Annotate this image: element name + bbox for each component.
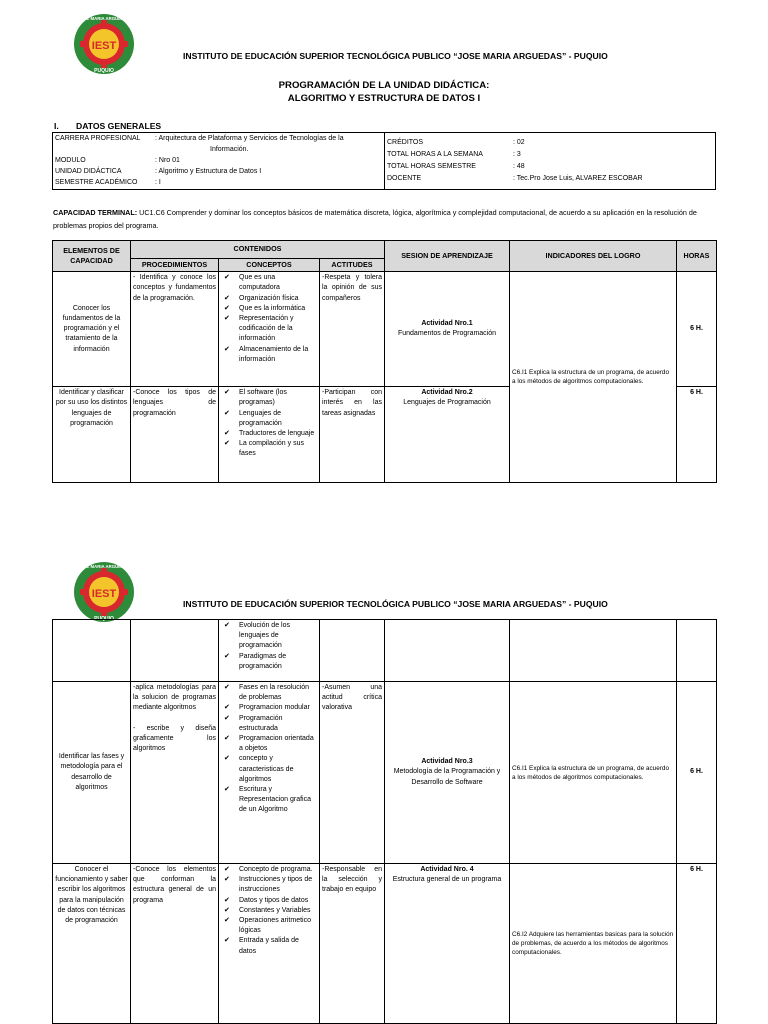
horas-semana-label: TOTAL HORAS A LA SEMANA — [387, 151, 483, 158]
actividad-label: Actividad Nro.2 — [421, 389, 473, 397]
header-conceptos: CONCEPTOS — [219, 259, 320, 272]
logo-top-text: JOSE MARIA ARGUEDAS — [77, 564, 131, 569]
list-item: ✔ Operaciones aritmetico lógicas — [221, 916, 317, 936]
list-item: ✔ Representación y codificación de la información — [221, 314, 317, 345]
header-elementos: ELEMENTOS DE CAPACIDAD — [53, 241, 131, 272]
horas-cell: 6 H. — [677, 864, 717, 1024]
carrera-value-cont: Información. — [210, 146, 249, 153]
conceptos-cell — [219, 387, 320, 483]
document-page-1 — [0, 0, 768, 500]
indicador-cell: C6.I1 Explica la estructura de un programa, de acuerdo a los métodos de algoritmos computacionales. — [510, 272, 677, 483]
elemento-cell: Conocer los fundamentos de la programación y el tratamiento de la información — [53, 272, 131, 387]
section-heading — [54, 121, 161, 131]
list-item: ✔ La compilación y sus fases — [221, 439, 317, 459]
header-indicadores: INDICADORES DEL LOGRO — [510, 241, 677, 272]
docente-value: : Tec.Pro Jose Luis, ALVAREZ ESCOBAR — [513, 175, 643, 182]
list-item: ✔ Programación estructurada — [221, 714, 317, 734]
list-item: ✔ Programacion modular — [221, 703, 317, 713]
datos-generales-box — [52, 132, 716, 190]
carrera-value: : Arquitectura de Plataforma y Servicios de Tecnologías de la — [155, 135, 344, 142]
header-sesion: SESION DE APRENDIZAJE — [385, 241, 510, 272]
logo-top-text: JOSE MARIA ARGUEDAS — [77, 16, 131, 21]
header-horas: HORAS — [677, 241, 717, 272]
list-item: ✔ Entrada y salida de datos — [221, 936, 317, 956]
institution-name: INSTITUTO DE EDUCACIÓN SUPERIOR TECNOLÓGICA PUBLICO “JOSE MARIA ARGUEDAS” - PUQUIO — [183, 599, 608, 609]
table-row — [53, 272, 717, 387]
capacidad-label: CAPACIDAD TERMINAL: — [53, 208, 138, 217]
sesion-title: Estructura general de un programa — [392, 876, 502, 884]
list-item: ✔ Concepto de programa. — [221, 865, 317, 875]
procedimiento-text: -aplica metodologías para la solucion de programas mediante algoritmos — [133, 684, 216, 712]
horas-semana-value: : 3 — [513, 151, 521, 158]
list-item: ✔ Que es una computadora — [221, 273, 317, 293]
list-item: ✔ Almacenamiento de la información — [221, 345, 317, 365]
conceptos-cell — [219, 272, 320, 387]
sesion-cell — [385, 272, 510, 387]
procedimiento-cell: - Identifica y conoce los conceptos y fundamentos de la programación. — [131, 272, 219, 387]
document-page-2 — [0, 548, 768, 1024]
section-number: I. — [54, 121, 59, 131]
sesion-title: Lenguajes de Programación — [403, 399, 491, 407]
list-item: ✔ Lenguajes de programación — [221, 409, 317, 429]
carrera-label: CARRERA PROFESIONAL — [55, 135, 141, 142]
indicador-cell: C6.I2 Adquiere las herramientas basicas para la solución de problemas, de acuerdo a los métodos de algoritmos computacionales. — [510, 864, 677, 1024]
sesion-cell — [385, 682, 510, 864]
horas-cell: 6 H. — [677, 387, 717, 483]
capacidad-text: UC1.C6 Comprender y dominar los conceptos básicos de matemática discreta, lógica, algorítmica y complejidad computacional, de acuerdo a su aplicación en la resolución de problemas propios del programa. — [53, 208, 697, 230]
modulo-value: : Nro 01 — [155, 157, 180, 164]
procedimiento-cell: -Conoce los tipos de lenguajes de programación — [131, 387, 219, 483]
actitud-cell: -Participan con interés en las tareas asignadas — [320, 387, 385, 483]
procedimiento-cell: -Conoce los elementos que conforman la estructura general de un programa — [131, 864, 219, 1024]
horas-cell: 6 H. — [677, 272, 717, 387]
list-item: ✔ Fases en la resolución de problemas — [221, 683, 317, 703]
logo-center-text: IEST — [91, 40, 117, 52]
actitud-cell: -Responsable en la selección y trabajo en equipo — [320, 864, 385, 1024]
institution-logo — [72, 12, 136, 76]
creditos-value: : 02 — [513, 139, 525, 146]
institution-logo — [72, 560, 136, 624]
logo-bottom-text: PUQUIO — [94, 68, 114, 74]
unidad-value: : Algoritmo y Estructura de Datos I — [155, 168, 262, 175]
list-item: ✔ Datos y tipos de datos — [221, 896, 317, 906]
document-title-line2: ALGORITMO Y ESTRUCTURA DE DATOS I — [287, 93, 481, 104]
list-item: ✔ Que es la informática — [221, 304, 317, 314]
horas-cell: 6 H. — [677, 682, 717, 864]
elemento-cell: Conocer el funcionamiento y saber escribir los algoritmos para la manipulación de datos con técnicas de programación — [53, 864, 131, 1024]
institution-name: INSTITUTO DE EDUCACIÓN SUPERIOR TECNOLÓGICA PUBLICO “JOSE MARIA ARGUEDAS” - PUQUIO — [183, 51, 608, 61]
header-contenidos: CONTENIDOS — [131, 241, 385, 259]
unidad-label: UNIDAD DIDÁCTICA — [55, 168, 122, 175]
list-item: ✔ Evolución de los lenguajes de programación — [221, 621, 317, 652]
header-procedimientos: PROCEDIMIENTOS — [131, 259, 219, 272]
table-row — [53, 864, 717, 1024]
list-item: ✔ Escritura y Representacion grafica de un Algoritmo — [221, 785, 317, 816]
list-item: ✔ Programacion orientada a objetos — [221, 734, 317, 754]
horas-semestre-value: : 48 — [513, 163, 525, 170]
modulo-label: MODULO — [55, 157, 86, 164]
indicador-cell: C6.I1 Explica la estructura de un programa, de acuerdo a los métodos de algoritmos computacionales. — [510, 682, 677, 864]
actitud-cell: -Asumen una actitud crítica valorativa — [320, 682, 385, 864]
actividad-label: Actividad Nro.3 — [421, 758, 473, 766]
docente-label: DOCENTE — [387, 175, 422, 182]
procedimiento-text: - escribe y diseña graficamente los algoritmos — [133, 724, 216, 753]
semestre-label: SEMESTRE ACADÉMICO — [55, 179, 138, 186]
elemento-cell: Identificar las fases y metodología para el desarrollo de algoritmos — [53, 682, 131, 864]
contenidos-table — [52, 240, 717, 483]
actividad-label: Actividad Nro.1 — [421, 320, 473, 327]
procedimiento-cell — [131, 682, 219, 864]
list-item: ✔ Organización física — [221, 294, 317, 304]
header-actitudes: ACTITUDES — [320, 259, 385, 272]
contenidos-table-continued — [52, 619, 717, 1024]
sesion-cell — [385, 387, 510, 483]
conceptos-cell — [219, 864, 320, 1024]
capacidad-terminal — [53, 206, 717, 232]
creditos-label: CRÉDITOS — [387, 139, 424, 146]
list-item: ✔ Paradigmas de programación — [221, 652, 317, 672]
list-item: ✔ Traductores de lenguaje — [221, 429, 317, 439]
logo-bottom-text: PUQUIO — [94, 616, 114, 622]
table-row — [53, 682, 717, 864]
table-row — [53, 620, 717, 682]
section-label: DATOS GENERALES — [76, 121, 162, 131]
document-title-line1: PROGRAMACIÓN DE LA UNIDAD DIDÁCTICA: — [278, 80, 490, 91]
list-item: ✔ concepto y caracteristicas de algoritmos — [221, 754, 317, 785]
elemento-cell: Identificar y clasificar por su uso los distintos lenguajes de programación — [53, 387, 131, 483]
semestre-value: : I — [155, 179, 161, 186]
list-item: ✔ El software (los programas) — [221, 388, 317, 408]
conceptos-cell — [219, 620, 320, 682]
sesion-cell — [385, 864, 510, 1024]
conceptos-cell — [219, 682, 320, 864]
horas-semestre-label: TOTAL HORAS SEMESTRE — [387, 163, 476, 170]
actitud-cell: -Respeta y tolera la opinión de sus compañeros — [320, 272, 385, 387]
list-item: ✔ Constantes y Variables — [221, 906, 317, 916]
sesion-title: Metodología de la Programación y Desarrollo de Software — [393, 768, 501, 786]
sesion-title: Fundamentos de Programación — [397, 330, 497, 338]
list-item: ✔ Instrucciones y tipos de instrucciones — [221, 875, 317, 895]
actividad-label: Actividad Nro. 4 — [420, 866, 474, 873]
logo-center-text: IEST — [91, 588, 117, 600]
